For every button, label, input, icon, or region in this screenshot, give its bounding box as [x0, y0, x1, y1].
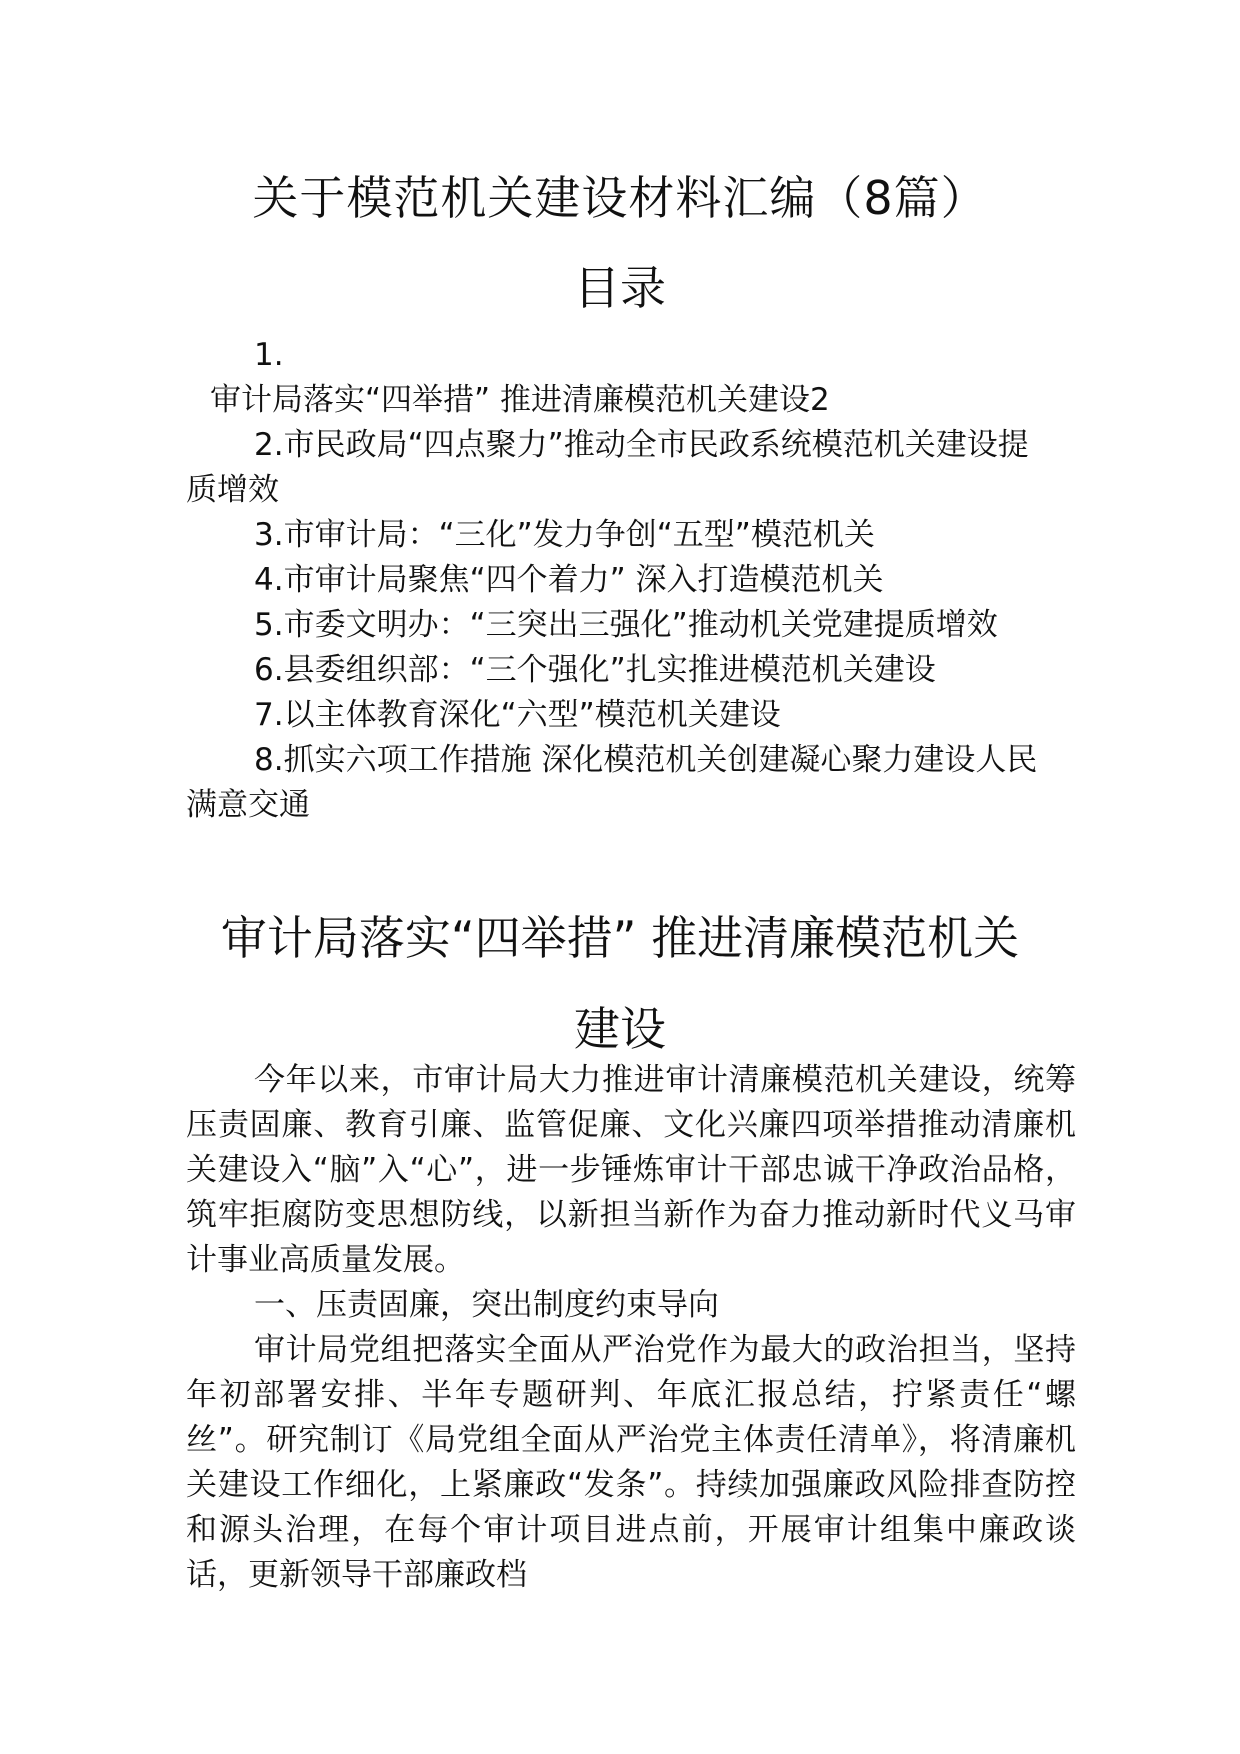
toc-item-8: 8.抓实六项工作措施 深化模范机关创建凝心聚力建设人民满意交通 [186, 742, 1038, 823]
toc-item-1: 审计局落实“四举措” 推进清廉模范机关建设2 [210, 382, 830, 418]
toc-item-4: 4.市审计局聚焦“四个着力” 深入打造模范机关 [254, 562, 884, 598]
article-title [0, 893, 1240, 1075]
toc-item-7: 7.以主体教育深化“六型”模范机关建设 [254, 697, 781, 733]
toc-heading: 目录 [574, 261, 666, 315]
article-title-line-1: 审计局落实“四举措” 推进清廉模范机关 [220, 911, 1020, 965]
toc-item-2: 2.市民政局“四点聚力”推动全市民政系统模范机关建设提质增效 [186, 427, 1029, 508]
toc-item-3: 3.市审计局：“三化”发力争创“五型”模范机关 [254, 517, 875, 553]
paragraph-section-1: 审计局党组把落实全面从严治党作为最大的政治担当，坚持年初部署安排、半年专题研判、年底汇报总结，拧紧责任“螺丝”。研究制订《局党组全面从严治党主体责任清单》，将清廉机关建设工作细化，上紧廉政“发条”。持续加强廉政风险排查防控和源头治理，在每个审计项目进点前，开展审计组集中廉政谈话，更新领导干部廉政档 [186, 1332, 1076, 1593]
table-of-contents [186, 333, 1056, 828]
toc-item-6: 6.县委组织部：“三个强化”扎实推进模范机关建设 [254, 652, 936, 688]
paragraph-intro: 今年以来，市审计局大力推进审计清廉模范机关建设，统筹压责固廉、教育引廉、监管促廉、文化兴廉四项举措推动清廉机关建设入“脑”入“心”，进一步锤炼审计干部忠诚干净政治品格，筑牢拒腐防变思想防线，以新担当新作为奋力推动新时代义马审计事业高质量发展。 [186, 1062, 1076, 1278]
toc-item-1-number: 1. [254, 337, 284, 373]
document-title: 关于模范机关建设材料汇编（8篇） [252, 171, 988, 225]
article-body [186, 1058, 1076, 1598]
toc-item-5: 5.市委文明办：“三突出三强化”推动机关党建提质增效 [254, 607, 998, 643]
section-heading-1: 一、压责固廉，突出制度约束导向 [254, 1287, 719, 1323]
article-title-line-2: 建设 [574, 1002, 666, 1056]
